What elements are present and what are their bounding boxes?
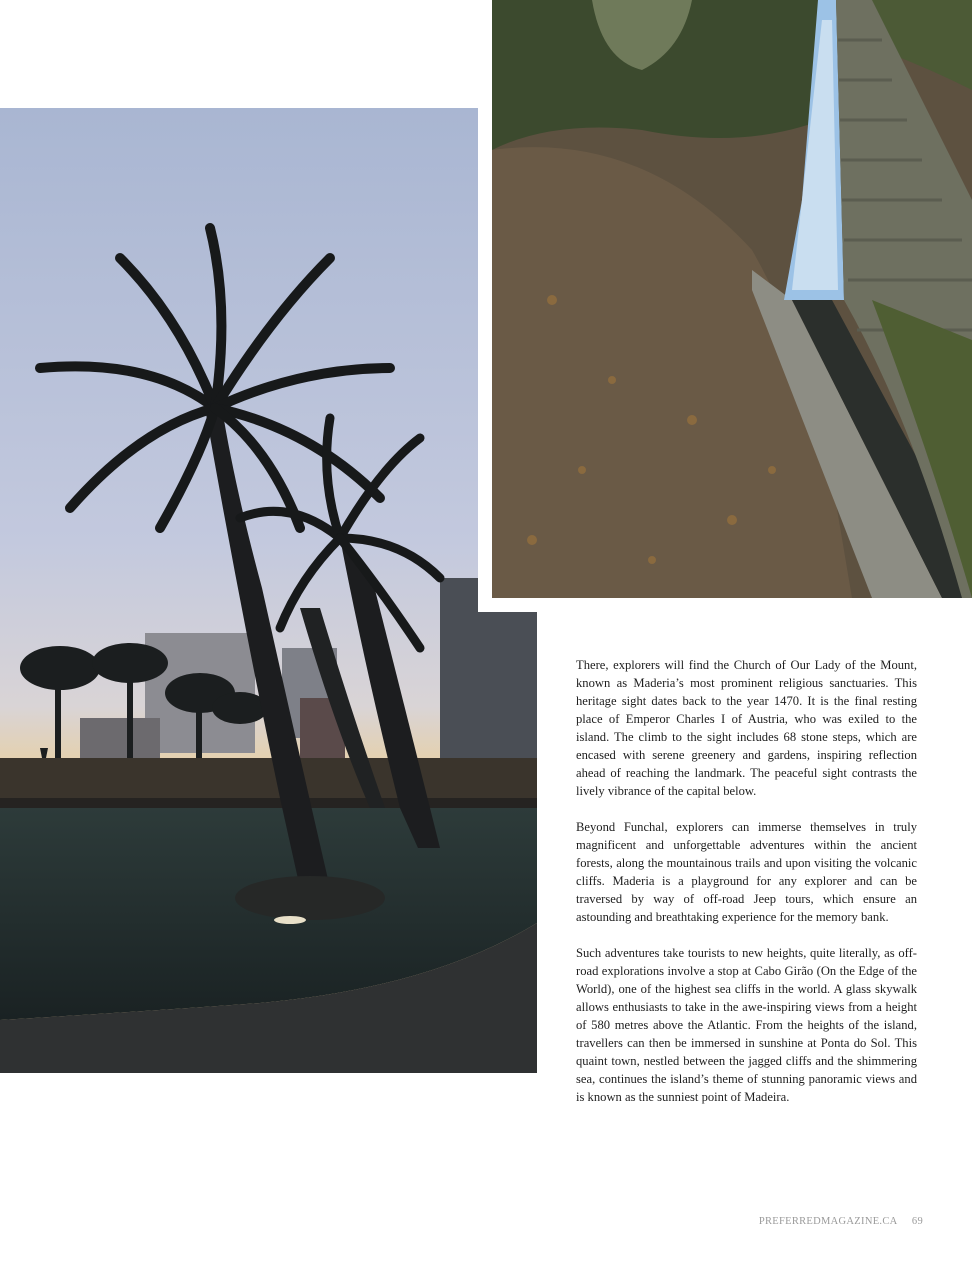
page-number: 69 <box>911 1216 923 1227</box>
article-paragraph: Beyond Funchal, explorers can immerse themselves in truly magnificent and unforgettable adventures within the ancient forests, along the mountainous trails and upon visiting the volcanic cliffs. Maderia is a playground for any explorer and can be traversed by way of off-road Jeep tours, which ensure an astounding and breathtaking experience for the memory bank. <box>576 820 917 924</box>
palm-trees-photo <box>0 108 537 1073</box>
levada-waterfall-image <box>492 0 972 598</box>
article-paragraph: Such adventures take tourists to new heights, quite literally, as off-road explorations involve a stop at Cabo Girão (On the Edge of the World), one of the highest sea cliffs in the world. A glass skywalk allows enthusiasts to take in the awe-inspiring views from a height of 580 metres above the Atlantic. From the heights of the island, travellers can then be immersed in sunshine at Ponta do Sol. This quaint town, nestled between the jagged cliffs and the shimmering sea, continues the island’s theme of stunning panoramic views and is known as the sunniest point of Madeira. <box>576 946 917 1104</box>
footer-site-link[interactable]: PREFERREDMAGAZINE.CA <box>758 1216 897 1227</box>
palm-trees-image <box>0 108 537 1073</box>
page-footer <box>759 1216 923 1227</box>
article-body <box>576 656 917 1124</box>
levada-waterfall-photo <box>492 0 972 598</box>
article-paragraph: There, explorers will find the Church of Our Lady of the Mount, known as Maderia’s most prominent religious sanctuaries. This heritage sight dates back to the year 1470. It is the final resting place of Emperor Charles I of Austria, who was exiled to the island. The climb to the sight includes 68 stone steps, which are encased with serene greenery and gardens, inspiring reflection ahead of reaching the landmark. The peaceful sight contrasts the lively vibrance of the capital below. <box>576 658 917 798</box>
